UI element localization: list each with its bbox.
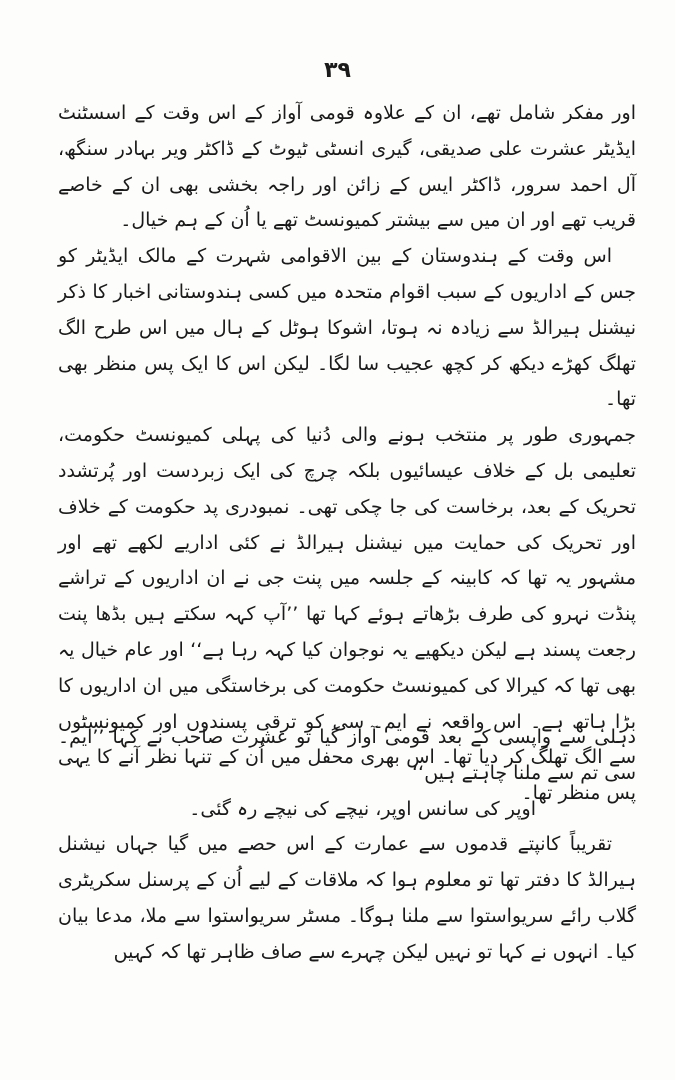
paragraph-3: جمہوری طور پر منتخب ہونے والی دُنیا کی پہلی کمیونسٹ حکومت، تعلیمی بل کے خلاف عیسائیوں بلکہ چرچ کی ایک زبردست اور پُرتشدد تحریک کے بعد، برخاست کی جا چکی تھی۔ نمبودری پد حکومت کے خلاف اور تحریک کی حمایت میں نیشنل ہیرالڈ نے کئی اداریے لکھے تھے اور مشہور یہ تھا کہ کابینہ کے جلسہ میں پنت جی نے ان اداریوں کے تراشے پنڈت نہرو کی طرف بڑھاتے ہوئے کہا تھا ’’آپ کہہ سکتے ہیں بڈھا پنت رجعت پسند ہے لیکن دیکھیے یہ نوجوان کیا کہہ رہا ہے‘‘ اور عام خیال یہ بھی تھا کہ کیرالا کی کمیونسٹ حکومت کی برخاستگی میں ان اداریوں کا بڑا ہاتھ ہے۔ اس واقعہ نے ایم۔ سی کو ترقی پسندوں اور کمیونسٹوں سے الگ تھلگ کر دیا تھا۔ اس بھری محفل میں اُن کے تنہا نظر آنے کا یہی پس منظر تھا۔	[58, 424, 636, 805]
paragraph-4: دہلی سے واپسی کے بعد قومی آواز گیا تو عشرت صاحب نے کہا ’’ایم۔ سی تم سے ملنا چاہتے ہیں‘‘	[58, 726, 636, 784]
page-number: ۳۹	[324, 58, 351, 83]
paragraph-2: اس وقت کے ہندوستان کے بین الاقوامی شہرت کے مالک ایڈیٹر کو جس کے اداریوں کے سبب اقوام متحدہ میں کسی ہندوستانی اخبار کا ذکر نیشنل ہیرالڈ سے زیادہ نہ ہوتا، اشوکا ہوٹل کے ہال میں اس طرح الگ تھلگ کھڑے دیکھ کر کچھ عجیب سا لگا۔ لیکن اس کا ایک پس منظر بھی تھا۔	[58, 245, 636, 411]
paragraph-6: تقریباً کانپتے قدموں سے عمارت کے اس حصے میں گیا جہاں نیشنل ہیرالڈ کا دفتر تھا تو معلوم ہوا کہ ملاقات کے لیے اُن کے پرسنل سکریٹری گلاب رائے سریواستوا سے ملنا ہوگا۔ مسٹر سریواستوا سے ملا، مدعا بیان کیا۔ انہوں نے کہا تو نہیں لیکن چہرے سے صاف ظاہر تھا کہ کہیں	[58, 833, 636, 963]
text-section-2	[58, 720, 636, 971]
paragraph-1: اور مفکر شامل تھے، ان کے علاوہ قومی آواز کے اس وقت کے اسسٹنٹ ایڈیٹر عشرت علی صدیقی، گیری انسٹی ٹیوٹ کے ڈاکٹر ویر بہادر سنگھ، آل احمد سرور، ڈاکٹر ایس کے زائن اور راجہ بخشی بھی ان کے خاصے قریب تھے اور ان میں سے بیشتر کمیونسٹ تھے یا اُن کے ہم خیال۔	[58, 102, 636, 232]
paragraph-5: اوپر کی سانس اوپر، نیچے کی نیچے رہ گئی۔	[189, 797, 536, 820]
text-section-1	[58, 96, 636, 812]
